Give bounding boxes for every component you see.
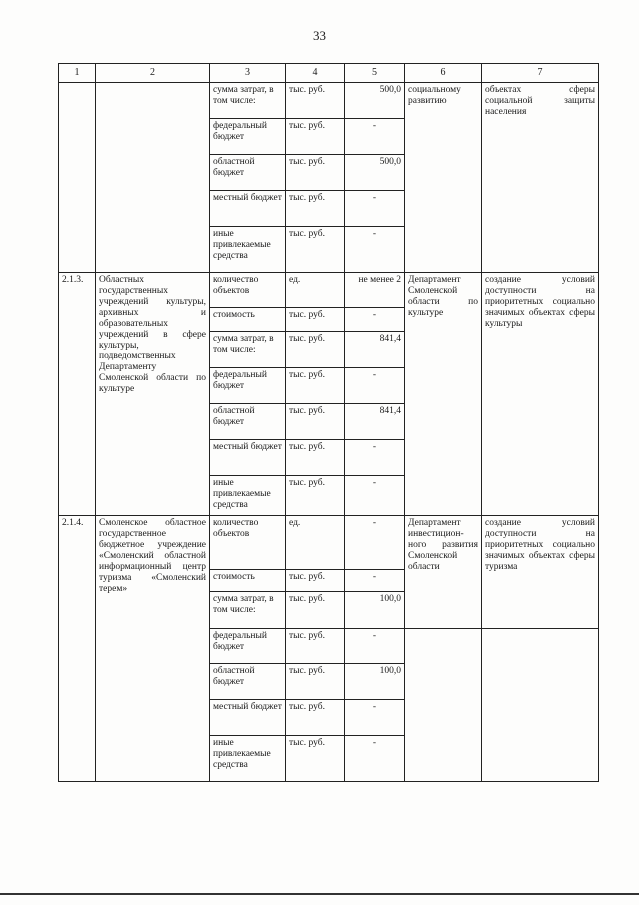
value-cell: - [345, 308, 405, 332]
col-header-1: 1 [59, 64, 96, 83]
result-cell: создание условий доступности на приоритетных социально значимых объектах сферы туризма [482, 516, 599, 629]
value-cell: 100,0 [345, 592, 405, 629]
indicator-name: федеральный бюджет [210, 629, 286, 664]
indicator-name: стоимость [210, 570, 286, 592]
table-row [59, 273, 599, 308]
indicator-name: стоимость [210, 308, 286, 332]
value-cell: - [345, 629, 405, 664]
value-cell: 100,0 [345, 664, 405, 700]
unit-cell: тыс. руб. [286, 155, 345, 191]
unit-cell: тыс. руб. [286, 476, 345, 516]
value-cell: - [345, 736, 405, 782]
col-header-3: 3 [210, 64, 286, 83]
unit-cell: тыс. руб. [286, 700, 345, 736]
value-cell: - [345, 476, 405, 516]
value-cell: - [345, 440, 405, 476]
indicator-name: областной бюджет [210, 404, 286, 440]
col-header-2: 2 [96, 64, 210, 83]
unit-cell: тыс. руб. [286, 570, 345, 592]
item-number-cell [59, 83, 96, 273]
unit-cell: ед. [286, 516, 345, 570]
indicator-name: иные привлекаемые средства [210, 227, 286, 273]
item-number-cell: 2.1.3. [59, 273, 96, 516]
unit-cell: тыс. руб. [286, 592, 345, 629]
item-object-cell: Смоленское областное государственное бюджетное учреждение «Смоленский областной информационный центр туризма «Смоленский терем» [96, 516, 210, 782]
indicator-name: федеральный бюджет [210, 119, 286, 155]
item-object-cell [96, 83, 210, 273]
unit-cell: тыс. руб. [286, 736, 345, 782]
value-cell: 841,4 [345, 332, 405, 368]
unit-cell: тыс. руб. [286, 191, 345, 227]
unit-cell: тыс. руб. [286, 83, 345, 119]
measures-table [58, 63, 599, 782]
value-cell: - [345, 227, 405, 273]
indicator-name: областной бюджет [210, 664, 286, 700]
executor-cell: Департамент Смоленской области по культуре [405, 273, 482, 516]
indicator-name: местный бюджет [210, 440, 286, 476]
value-cell: 500,0 [345, 155, 405, 191]
executor-cell: Департамент инвестицион-ного развития Смоленской области [405, 516, 482, 629]
indicator-name: сумма затрат, в том числе: [210, 332, 286, 368]
value-cell: 500,0 [345, 83, 405, 119]
indicator-name: иные привлекаемые средства [210, 736, 286, 782]
indicator-name: количество объектов [210, 516, 286, 570]
value-cell: - [345, 570, 405, 592]
unit-cell: ед. [286, 273, 345, 308]
indicator-name: местный бюджет [210, 700, 286, 736]
unit-cell: тыс. руб. [286, 629, 345, 664]
scan-edge-line [0, 893, 639, 895]
col-header-6: 6 [405, 64, 482, 83]
indicator-name: сумма затрат, в том числе: [210, 592, 286, 629]
item-object-cell: Областных государственных учреждений культуры, архивных и образовательных учреждений в сфере культуры, подведомственных Департаменту Смоленской области по культуре [96, 273, 210, 516]
indicator-name: сумма затрат, в том числе: [210, 83, 286, 119]
col-header-7: 7 [482, 64, 599, 83]
unit-cell: тыс. руб. [286, 332, 345, 368]
unit-cell: тыс. руб. [286, 227, 345, 273]
unit-cell: тыс. руб. [286, 119, 345, 155]
item-number-cell: 2.1.4. [59, 516, 96, 782]
indicator-name: иные привлекаемые средства [210, 476, 286, 516]
value-cell: - [345, 119, 405, 155]
value-cell: - [345, 368, 405, 404]
value-cell: 841,4 [345, 404, 405, 440]
value-cell: не менее 2 [345, 273, 405, 308]
column-number-row [59, 64, 599, 83]
indicator-name: областной бюджет [210, 155, 286, 191]
executor-cell: социальному развитию [405, 83, 482, 273]
executor-cell-empty [405, 629, 482, 782]
unit-cell: тыс. руб. [286, 664, 345, 700]
indicator-name: федеральный бюджет [210, 368, 286, 404]
table-row [59, 83, 599, 119]
unit-cell: тыс. руб. [286, 368, 345, 404]
col-header-4: 4 [286, 64, 345, 83]
page-number: 33 [313, 28, 326, 43]
table-row [59, 516, 599, 570]
unit-cell: тыс. руб. [286, 404, 345, 440]
result-cell: создание условий доступности на приоритетных социально значимых объектах сферы культуры [482, 273, 599, 516]
value-cell: - [345, 700, 405, 736]
value-cell: - [345, 191, 405, 227]
result-cell-empty [482, 629, 599, 782]
result-cell: объектах сферы социальной защиты населения [482, 83, 599, 273]
unit-cell: тыс. руб. [286, 308, 345, 332]
indicator-name: местный бюджет [210, 191, 286, 227]
unit-cell: тыс. руб. [286, 440, 345, 476]
col-header-5: 5 [345, 64, 405, 83]
value-cell: - [345, 516, 405, 570]
indicator-name: количество объектов [210, 273, 286, 308]
